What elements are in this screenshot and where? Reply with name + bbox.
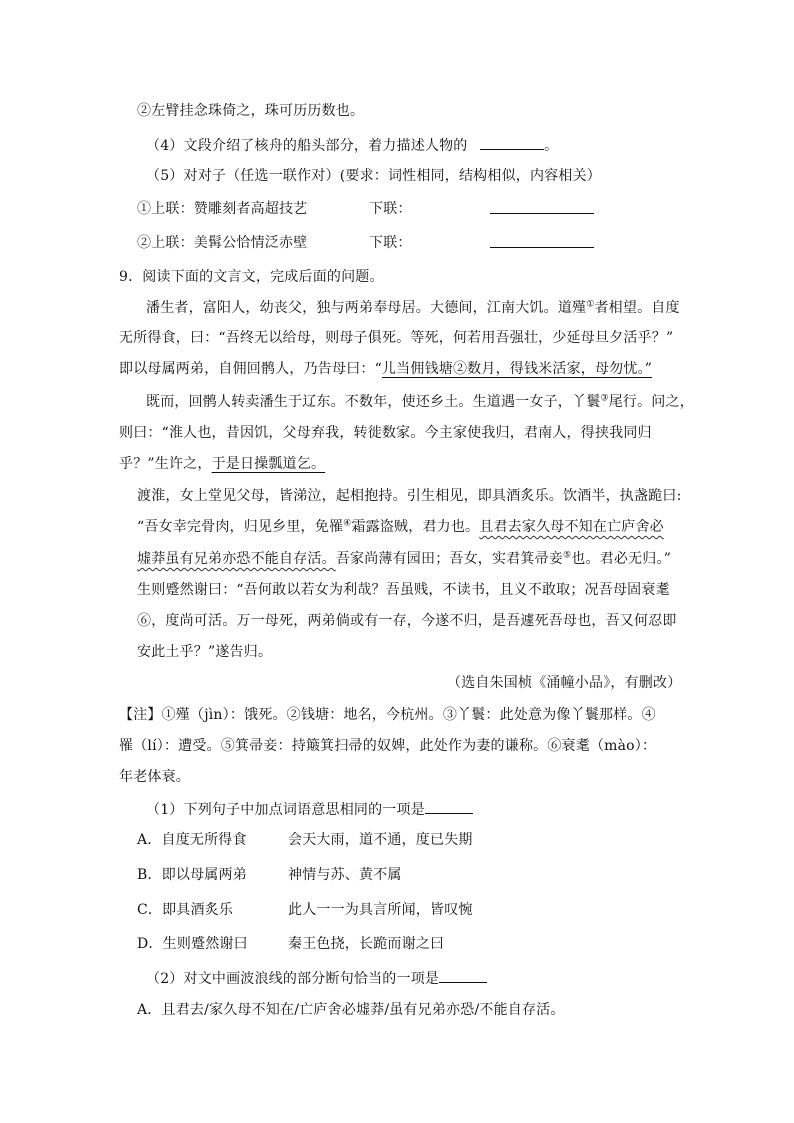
couplet-2-answer-blank[interactable] bbox=[490, 233, 594, 248]
passage-p2-line1: 既而，回鹘人转卖潘生于辽东。不数年，使还乡土。生道遇一女子，丫鬟③尾行。问之， bbox=[146, 393, 694, 410]
option-d-pair: 秦王色挠，长跪而谢之曰 bbox=[288, 936, 445, 952]
passage-p2-line3: 乎？”生许之，于是日操瓢道乞。 bbox=[119, 456, 326, 472]
option-c-pair: 此人一一为具言所闻，皆叹惋 bbox=[288, 902, 473, 918]
couplet-2-lower-label: 下联： bbox=[369, 235, 412, 251]
option-b[interactable]: B．即以母属两弟 bbox=[137, 867, 247, 883]
q8-sub4: （4）文段介绍了核舟的船头部分，着力描述人物的 。 bbox=[146, 135, 558, 156]
passage-p1-line1: 潘生者，富阳人，幼丧父，独与两弟奉母居。大德间，江南大饥。道殣①者相望。自度 bbox=[146, 299, 680, 316]
q8-item-2: ②左臂挂念珠倚之，珠可历历数也。 bbox=[137, 103, 365, 119]
passage-p3-line5: ⑥，度尚可活。万一母死，两弟倘或有一存，今遂不归，是吾遽死吾母也，吾又何忍即 bbox=[137, 613, 677, 629]
option-a-pair: 会天大雨，道不通，度已失期 bbox=[288, 832, 473, 848]
couplet-1-lower-label: 下联： bbox=[369, 201, 412, 217]
underlined-sentence-1: 儿当佣钱塘②数月，得钱米活家，母勿忧。” bbox=[381, 361, 653, 377]
note-marker-3: ③ bbox=[600, 393, 609, 404]
answer-blank-q1[interactable] bbox=[425, 799, 473, 814]
passage-p3-line1: 渡淮，女上堂见父母，皆涕泣，起相抱持。引生相见，即具酒炙乐。饮酒半，执盏跪曰: bbox=[137, 488, 682, 504]
underlined-sentence-2: 于是日操瓢道乞。 bbox=[211, 456, 326, 472]
answer-blank[interactable] bbox=[480, 135, 544, 150]
notes-line1: 【注】①殣（jìn）：饿死。②钱塘：地名，今杭州。③丫鬟：此处意为像丫鬟那样。④ bbox=[119, 707, 656, 723]
option-d[interactable]: D．生则蹙然谢曰 bbox=[137, 936, 248, 952]
couplet-1-answer-blank[interactable] bbox=[490, 199, 594, 214]
q2-option-a[interactable]: A．且君去/家久母不知在/亡庐舍必墟莽/虽有兄弟亦恐/不能自存活。 bbox=[137, 1002, 565, 1018]
notes-line2: 罹（lí）：遭受。⑤箕帚妾：持簸箕扫帚的奴婢，此处作为妻的谦称。⑥衰耄（mào）： bbox=[119, 738, 657, 754]
passage-p3-line3: 墟莽虽有兄弟亦恐不能自存活。吾家尚薄有园田；吾女，实君箕帚妾⑤也。君必无归。” bbox=[137, 550, 672, 567]
note-marker-5: ⑤ bbox=[563, 550, 572, 561]
subquestion-2: （2）对文中画波浪线的部分断句恰当的一项是 bbox=[146, 968, 487, 989]
option-c[interactable]: C．即具酒炙乐 bbox=[137, 902, 234, 918]
passage-p1-line2: 无所得食，曰：“吾终无以给母，则母子俱死。等死，何若用吾强壮，少延母旦夕活乎？” bbox=[119, 330, 674, 346]
question-9-title: 9．阅读下面的文言文，完成后面的问题。 bbox=[119, 269, 384, 285]
passage-source: （选自朱国桢《涌幢小品》，有删改） bbox=[447, 675, 682, 691]
note-marker-4: ④ bbox=[343, 518, 352, 529]
option-b-pair: 神情与苏、黄不属 bbox=[288, 867, 402, 883]
note-marker-6: ⑥ bbox=[137, 613, 152, 629]
passage-p3-line4: 生则蹙然谢曰：“吾何敢以若女为利哉？吾虽贱，不读书，且义不敢取；况吾母固衰耄 bbox=[137, 582, 670, 598]
notes-line3: 年老体衰。 bbox=[119, 769, 190, 785]
passage-p2-line2: 则曰：“淮人也，昔因饥，父母弃我，转徙数家。今主家使我归，君南人，得挟我同归 bbox=[119, 425, 652, 441]
q8-sub5: （5）对对子（任选一联作对）(要求：词性相同，结构相似，内容相关） bbox=[146, 168, 601, 184]
couplet-1-upper: ①上联：赞雕刻者高超技艺 bbox=[137, 201, 308, 217]
passage-p3-line2: “吾女幸完骨肉，归见乡里，免罹④霜露盗贼，君力也。且君去家久母不知在亡庐舍必 bbox=[137, 518, 664, 535]
option-a[interactable]: A．自度无所得食 bbox=[137, 832, 247, 848]
passage-p1-line3: 即以母属两弟，自佣回鹘人，乃告母曰：“儿当佣钱塘②数月，得钱米活家，母勿忧。” bbox=[119, 361, 653, 377]
wavy-underlined-part-b: 墟莽虽有兄弟亦恐不能自存活。 bbox=[137, 551, 336, 567]
answer-blank-q2[interactable] bbox=[439, 968, 487, 983]
wavy-underlined-part-a: 且君去家久母不知在亡庐舍必 bbox=[479, 519, 664, 535]
passage-p3-line6: 安此土乎？”遂告归。 bbox=[137, 644, 273, 660]
note-marker-1: ① bbox=[586, 299, 595, 310]
subquestion-1: （1）下列句子中加点词语意思相同的一项是 bbox=[146, 799, 473, 820]
couplet-2-upper: ②上联：美髯公恰情泛赤壁 bbox=[137, 235, 308, 251]
